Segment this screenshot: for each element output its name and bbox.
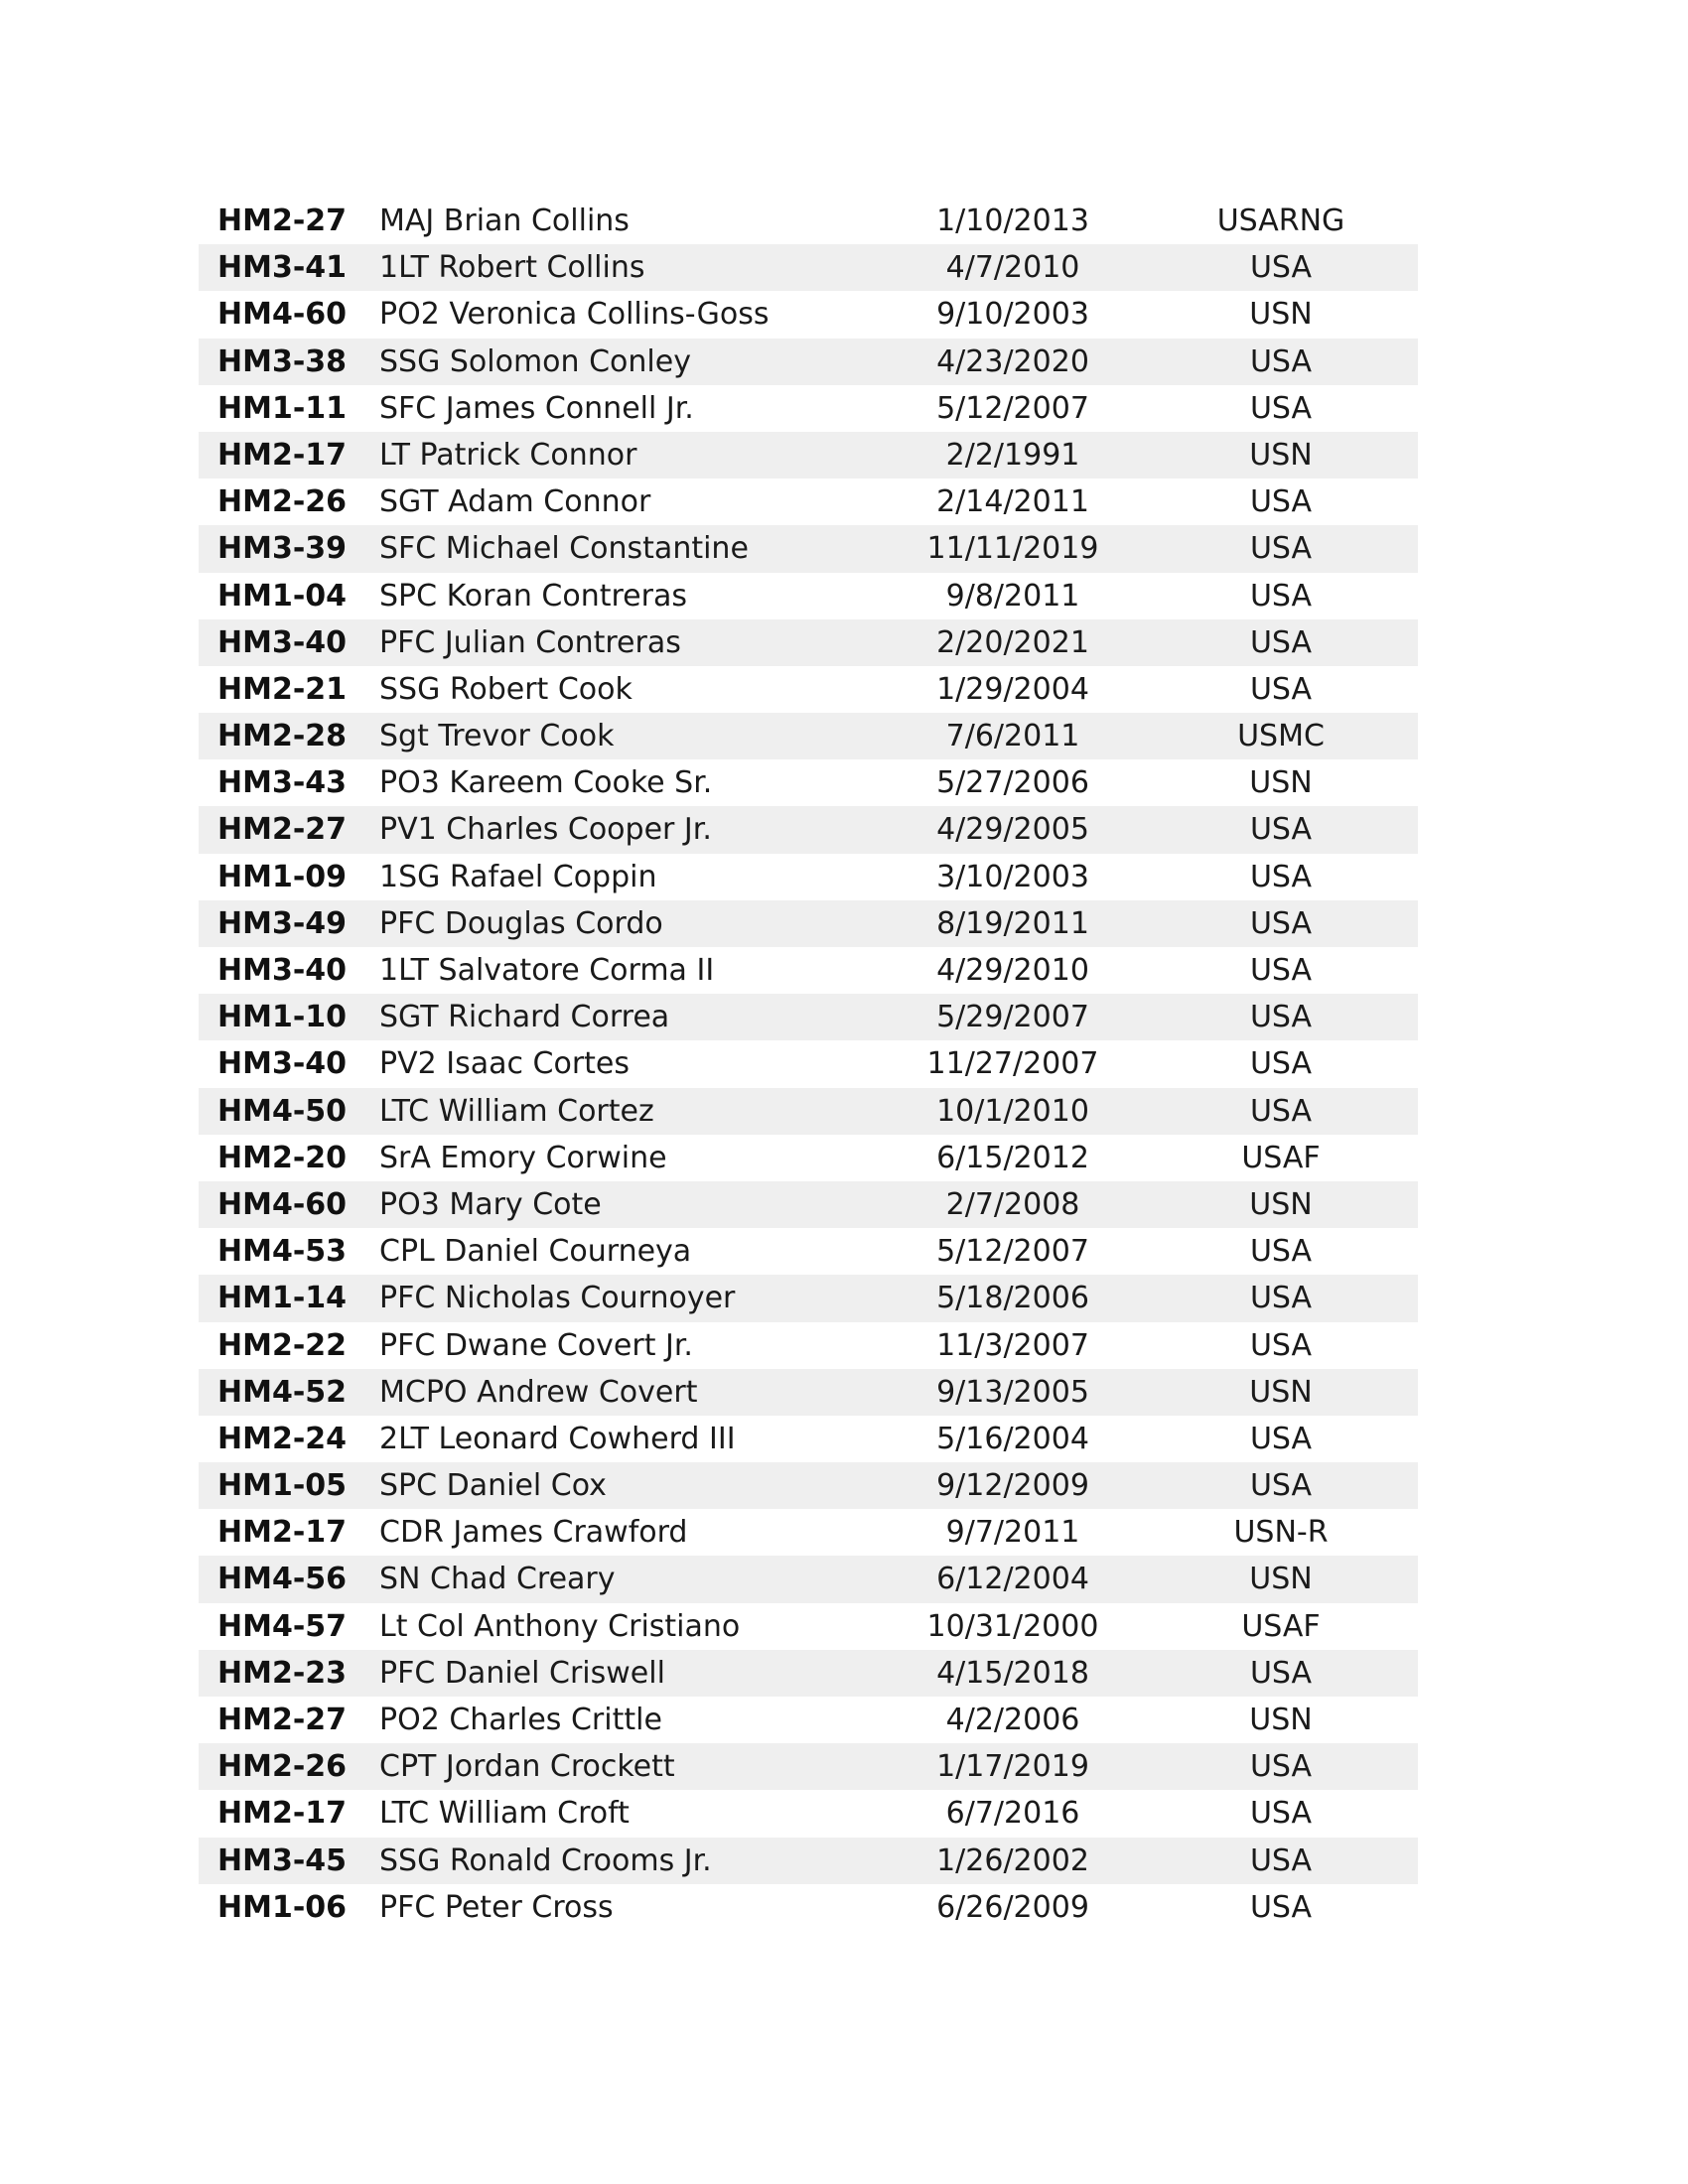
honoree-name: LT Patrick Connor bbox=[379, 437, 637, 473]
service-branch: USA bbox=[1249, 671, 1313, 707]
table-row bbox=[199, 1790, 1418, 1837]
service-branch: USA bbox=[1249, 578, 1313, 614]
honoree-name: SGT Richard Correa bbox=[379, 1000, 670, 1035]
grave-marker-code: HM4-52 bbox=[217, 1374, 348, 1410]
table-row bbox=[199, 198, 1418, 244]
date-of-death: 9/10/2003 bbox=[936, 297, 1089, 333]
grave-marker-code: HM2-27 bbox=[217, 204, 348, 238]
table-row bbox=[199, 1369, 1418, 1416]
date-of-death: 1/26/2002 bbox=[936, 1843, 1089, 1878]
service-branch: USA bbox=[1249, 905, 1313, 941]
grave-marker-code: HM2-21 bbox=[217, 671, 348, 707]
date-of-death: 4/15/2018 bbox=[936, 1655, 1089, 1691]
honoree-name: PO2 Veronica Collins-Goss bbox=[379, 297, 770, 333]
date-of-death: 1/17/2019 bbox=[936, 1749, 1089, 1785]
grave-marker-code: HM3-39 bbox=[217, 531, 348, 567]
table-row bbox=[199, 759, 1418, 806]
service-branch: USA bbox=[1249, 1749, 1313, 1785]
grave-marker-code: HM2-17 bbox=[217, 437, 348, 473]
table-row bbox=[199, 1509, 1418, 1556]
honoree-name: Sgt Trevor Cook bbox=[379, 719, 615, 754]
table-row bbox=[199, 1228, 1418, 1275]
grave-marker-code: HM2-27 bbox=[217, 1703, 348, 1737]
date-of-death: 1/29/2004 bbox=[936, 671, 1089, 707]
service-branch: USA bbox=[1249, 250, 1313, 286]
date-of-death: 4/23/2020 bbox=[936, 343, 1089, 379]
date-of-death: 9/13/2005 bbox=[936, 1374, 1089, 1410]
service-branch: USA bbox=[1249, 1234, 1313, 1270]
table-row bbox=[199, 947, 1418, 994]
date-of-death: 8/19/2011 bbox=[936, 905, 1089, 941]
grave-marker-code: HM2-17 bbox=[217, 1796, 348, 1832]
honoree-name: PFC Daniel Criswell bbox=[379, 1655, 665, 1691]
honoree-name: PO3 Kareem Cooke Sr. bbox=[379, 765, 713, 801]
grave-marker-code: HM2-22 bbox=[217, 1327, 348, 1363]
table-row bbox=[199, 1462, 1418, 1509]
grave-marker-code: HM3-40 bbox=[217, 953, 348, 988]
table-row bbox=[199, 1650, 1418, 1697]
service-branch: USN bbox=[1249, 1703, 1313, 1737]
honoree-name: PV1 Charles Cooper Jr. bbox=[379, 812, 712, 848]
grave-marker-code: HM2-23 bbox=[217, 1655, 348, 1691]
date-of-death: 7/6/2011 bbox=[945, 719, 1080, 754]
table-row bbox=[199, 573, 1418, 619]
grave-marker-code: HM3-49 bbox=[217, 905, 348, 941]
table-row bbox=[199, 1884, 1418, 1931]
honoree-name: SSG Ronald Crooms Jr. bbox=[379, 1843, 712, 1878]
table-row bbox=[199, 713, 1418, 759]
table-row bbox=[199, 1322, 1418, 1369]
honoree-name: SFC James Connell Jr. bbox=[379, 390, 694, 426]
table-row bbox=[199, 806, 1418, 853]
table-row bbox=[199, 1135, 1418, 1181]
date-of-death: 5/12/2007 bbox=[936, 1234, 1089, 1270]
service-branch: USARNG bbox=[1216, 204, 1345, 238]
table-row bbox=[199, 1697, 1418, 1743]
service-branch: USA bbox=[1249, 390, 1313, 426]
honoree-name: Lt Col Anthony Cristiano bbox=[379, 1608, 741, 1644]
grave-marker-code: HM1-06 bbox=[217, 1889, 348, 1925]
table-row bbox=[199, 900, 1418, 947]
honoree-name: SGT Adam Connor bbox=[379, 484, 651, 520]
honoree-name: PV2 Isaac Cortes bbox=[379, 1046, 630, 1082]
service-branch: USA bbox=[1249, 953, 1313, 988]
grave-marker-code: HM3-43 bbox=[217, 765, 348, 801]
service-branch: USA bbox=[1249, 343, 1313, 379]
grave-marker-code: HM2-24 bbox=[217, 1421, 348, 1456]
table-row bbox=[199, 432, 1418, 478]
service-branch: USN bbox=[1249, 1374, 1313, 1410]
date-of-death: 9/8/2011 bbox=[945, 578, 1080, 614]
honoree-name: CDR James Crawford bbox=[379, 1515, 688, 1551]
date-of-death: 6/12/2004 bbox=[936, 1562, 1089, 1597]
grave-marker-code: HM4-53 bbox=[217, 1234, 348, 1270]
grave-marker-code: HM2-26 bbox=[217, 484, 348, 520]
table-row bbox=[199, 385, 1418, 432]
honoree-name: LTC William Croft bbox=[379, 1796, 630, 1832]
date-of-death: 3/10/2003 bbox=[936, 859, 1089, 894]
date-of-death: 4/29/2005 bbox=[936, 812, 1089, 848]
grave-marker-code: HM1-05 bbox=[217, 1468, 348, 1504]
honoree-name: PO3 Mary Cote bbox=[379, 1186, 602, 1222]
date-of-death: 2/20/2021 bbox=[936, 624, 1089, 660]
date-of-death: 4/29/2010 bbox=[936, 953, 1089, 988]
honoree-name: PFC Peter Cross bbox=[379, 1889, 614, 1925]
table-row bbox=[199, 619, 1418, 666]
date-of-death: 9/7/2011 bbox=[945, 1515, 1080, 1551]
table-row bbox=[199, 525, 1418, 572]
table-row bbox=[199, 1838, 1418, 1884]
grave-marker-code: HM4-50 bbox=[217, 1093, 348, 1129]
honoree-name: PFC Douglas Cordo bbox=[379, 905, 663, 941]
service-branch: USN bbox=[1249, 765, 1313, 801]
grave-marker-code: HM3-38 bbox=[217, 343, 348, 379]
date-of-death: 4/2/2006 bbox=[945, 1703, 1080, 1737]
date-of-death: 6/15/2012 bbox=[936, 1140, 1089, 1175]
service-branch: USN bbox=[1249, 437, 1313, 473]
date-of-death: 10/1/2010 bbox=[936, 1093, 1089, 1129]
table-row bbox=[199, 1275, 1418, 1321]
grave-marker-code: HM2-26 bbox=[217, 1749, 348, 1785]
honoree-name: PO2 Charles Crittle bbox=[379, 1703, 662, 1737]
service-branch: USA bbox=[1249, 484, 1313, 520]
date-of-death: 1/10/2013 bbox=[936, 204, 1089, 238]
service-branch: USA bbox=[1249, 812, 1313, 848]
honoree-name: 1LT Robert Collins bbox=[379, 250, 645, 286]
grave-marker-code: HM1-10 bbox=[217, 1000, 348, 1035]
grave-marker-code: HM1-04 bbox=[217, 578, 348, 614]
date-of-death: 6/7/2016 bbox=[945, 1796, 1080, 1832]
service-branch: USA bbox=[1249, 624, 1313, 660]
honoree-name: PFC Nicholas Cournoyer bbox=[379, 1281, 736, 1316]
service-branch: USA bbox=[1249, 1046, 1313, 1082]
grave-marker-code: HM4-57 bbox=[217, 1608, 348, 1644]
honoree-name: SPC Daniel Cox bbox=[379, 1468, 607, 1504]
service-branch: USA bbox=[1249, 1843, 1313, 1878]
table-row bbox=[199, 1556, 1418, 1602]
grave-marker-code: HM2-27 bbox=[217, 812, 348, 848]
honoree-name: MAJ Brian Collins bbox=[379, 204, 630, 238]
date-of-death: 4/7/2010 bbox=[945, 250, 1080, 286]
table-row bbox=[199, 994, 1418, 1040]
service-branch: USA bbox=[1249, 1000, 1313, 1035]
honoree-name: LTC William Cortez bbox=[379, 1093, 654, 1129]
honoree-name: SN Chad Creary bbox=[379, 1562, 616, 1597]
grave-marker-code: HM2-17 bbox=[217, 1515, 348, 1551]
grave-marker-code: HM2-28 bbox=[217, 719, 348, 754]
date-of-death: 10/31/2000 bbox=[926, 1608, 1099, 1644]
table-row bbox=[199, 1603, 1418, 1650]
service-branch: USN-R bbox=[1233, 1515, 1329, 1551]
table-row bbox=[199, 854, 1418, 900]
grave-marker-code: HM3-45 bbox=[217, 1843, 348, 1878]
service-branch: USA bbox=[1249, 1421, 1313, 1456]
honoree-name: SFC Michael Constantine bbox=[379, 531, 749, 567]
service-branch: USN bbox=[1249, 1562, 1313, 1597]
grave-marker-code: HM4-56 bbox=[217, 1562, 348, 1597]
table-row bbox=[199, 478, 1418, 525]
service-branch: USA bbox=[1249, 1796, 1313, 1832]
table-row bbox=[199, 1040, 1418, 1087]
service-branch: USA bbox=[1249, 1327, 1313, 1363]
roster-table bbox=[199, 198, 1418, 1931]
date-of-death: 5/18/2006 bbox=[936, 1281, 1089, 1316]
honoree-name: 1SG Rafael Coppin bbox=[379, 859, 657, 894]
table-row bbox=[199, 339, 1418, 385]
grave-marker-code: HM2-20 bbox=[217, 1140, 348, 1175]
honoree-name: SPC Koran Contreras bbox=[379, 578, 687, 614]
grave-marker-code: HM3-40 bbox=[217, 624, 348, 660]
service-branch: USA bbox=[1249, 1889, 1313, 1925]
table-row bbox=[199, 1088, 1418, 1135]
service-branch: USA bbox=[1249, 859, 1313, 894]
table-row bbox=[199, 666, 1418, 713]
service-branch: USAF bbox=[1241, 1140, 1321, 1175]
honoree-name: SSG Solomon Conley bbox=[379, 343, 691, 379]
date-of-death: 6/26/2009 bbox=[936, 1889, 1089, 1925]
table-row bbox=[199, 1181, 1418, 1228]
table-row bbox=[199, 244, 1418, 291]
honoree-name: 2LT Leonard Cowherd III bbox=[379, 1421, 736, 1456]
table-row bbox=[199, 1416, 1418, 1462]
honoree-name: 1LT Salvatore Corma II bbox=[379, 953, 715, 988]
honoree-name: SrA Emory Corwine bbox=[379, 1140, 667, 1175]
honoree-name: SSG Robert Cook bbox=[379, 671, 633, 707]
grave-marker-code: HM4-60 bbox=[217, 297, 348, 333]
service-branch: USN bbox=[1249, 297, 1313, 333]
service-branch: USA bbox=[1249, 1093, 1313, 1129]
service-branch: USA bbox=[1249, 1281, 1313, 1316]
table-row bbox=[199, 1743, 1418, 1790]
honoree-name: MCPO Andrew Covert bbox=[379, 1374, 698, 1410]
date-of-death: 11/3/2007 bbox=[936, 1327, 1089, 1363]
grave-marker-code: HM1-11 bbox=[217, 390, 348, 426]
table-row bbox=[199, 291, 1418, 338]
honoree-name: CPL Daniel Courneya bbox=[379, 1234, 692, 1270]
date-of-death: 2/7/2008 bbox=[945, 1186, 1080, 1222]
honoree-name: CPT Jordan Crockett bbox=[379, 1749, 675, 1785]
date-of-death: 2/14/2011 bbox=[936, 484, 1089, 520]
date-of-death: 5/16/2004 bbox=[936, 1421, 1089, 1456]
grave-marker-code: HM3-41 bbox=[217, 250, 348, 286]
date-of-death: 5/27/2006 bbox=[936, 765, 1089, 801]
grave-marker-code: HM1-09 bbox=[217, 859, 348, 894]
service-branch: USN bbox=[1249, 1186, 1313, 1222]
grave-marker-code: HM4-60 bbox=[217, 1186, 348, 1222]
date-of-death: 11/11/2019 bbox=[926, 531, 1099, 567]
service-branch: USMC bbox=[1237, 719, 1325, 754]
date-of-death: 5/29/2007 bbox=[936, 1000, 1089, 1035]
grave-marker-code: HM1-14 bbox=[217, 1281, 348, 1316]
date-of-death: 2/2/1991 bbox=[945, 437, 1080, 473]
service-branch: USA bbox=[1249, 531, 1313, 567]
service-branch: USAF bbox=[1241, 1608, 1321, 1644]
service-branch: USA bbox=[1249, 1655, 1313, 1691]
honoree-name: PFC Dwane Covert Jr. bbox=[379, 1327, 693, 1363]
grave-marker-code: HM3-40 bbox=[217, 1046, 348, 1082]
service-branch: USA bbox=[1249, 1468, 1313, 1504]
date-of-death: 9/12/2009 bbox=[936, 1468, 1089, 1504]
date-of-death: 11/27/2007 bbox=[926, 1046, 1099, 1082]
honoree-name: PFC Julian Contreras bbox=[379, 624, 681, 660]
date-of-death: 5/12/2007 bbox=[936, 390, 1089, 426]
